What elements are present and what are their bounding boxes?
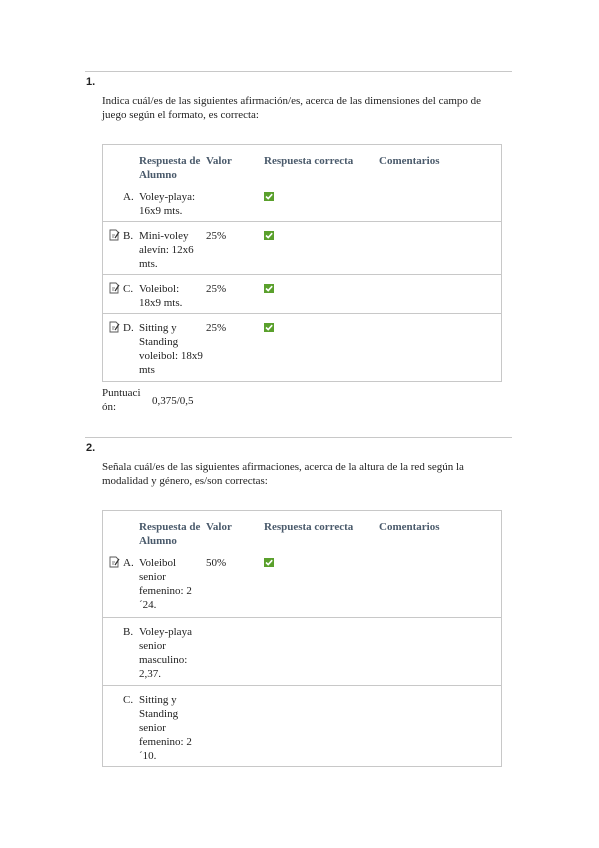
table-row bbox=[103, 221, 501, 274]
question-number: 2. bbox=[86, 442, 96, 454]
question-divider bbox=[85, 71, 512, 72]
table-row bbox=[103, 617, 501, 685]
option-answer: Voleibol: 18x9 mts. bbox=[139, 283, 183, 309]
question-divider bbox=[85, 437, 512, 438]
checkmark-icon bbox=[264, 558, 274, 567]
question-text: Indica cuál/es de las siguientes afirmación/es, acerca de las dimensiones del campo de juego según el formato, es correcta: bbox=[102, 95, 482, 121]
question-1 bbox=[85, 71, 512, 122]
header-comentarios: Comentarios bbox=[379, 155, 440, 167]
table-row bbox=[103, 187, 501, 221]
option-letter: C. bbox=[123, 694, 134, 706]
question-number: 1. bbox=[86, 76, 96, 88]
option-answer: Sitting y Standing voleibol: 18x9 mts bbox=[139, 322, 203, 376]
question-2 bbox=[85, 437, 512, 488]
option-value: 25% bbox=[206, 322, 227, 334]
table-header bbox=[103, 145, 501, 187]
checkmark-icon bbox=[264, 284, 274, 293]
table-header bbox=[103, 511, 501, 553]
option-answer: Voleibol senior femenino: 2 ´24. bbox=[139, 557, 192, 611]
answer-table-q1 bbox=[102, 144, 502, 382]
answer-table-q2 bbox=[102, 510, 502, 767]
header-respuesta: Respuesta de Alumno bbox=[139, 521, 201, 547]
table-row bbox=[103, 553, 501, 617]
option-letter: B. bbox=[123, 230, 134, 242]
option-answer: Voley-playa senior masculino: 2,37. bbox=[139, 626, 192, 680]
question-text: Señala cuál/es de las siguientes afirmaciones, acerca de la altura de la red según la modalidad y género, es/son correctas: bbox=[102, 461, 464, 487]
document-edit-icon bbox=[109, 321, 120, 333]
option-value: 50% bbox=[206, 557, 227, 569]
header-respuesta-correcta: Respuesta correcta bbox=[264, 521, 354, 533]
option-letter: A. bbox=[123, 557, 134, 569]
score-value: 0,375/0,5 bbox=[152, 395, 194, 407]
option-answer: Sitting y Standing senior femenino: 2 ´10. bbox=[139, 694, 192, 762]
header-respuesta-correcta: Respuesta correcta bbox=[264, 155, 354, 167]
document-edit-icon bbox=[109, 282, 120, 294]
option-letter: D. bbox=[123, 322, 134, 334]
checkmark-icon bbox=[264, 323, 274, 332]
header-valor: Valor bbox=[206, 155, 232, 167]
option-value: 25% bbox=[206, 283, 227, 295]
score-label: Puntuaci ón: bbox=[102, 387, 141, 413]
option-answer: Mini-voley alevín: 12x6 mts. bbox=[139, 230, 194, 270]
option-letter: C. bbox=[123, 283, 134, 295]
table-row bbox=[103, 685, 501, 768]
document-edit-icon bbox=[109, 556, 120, 568]
option-value: 25% bbox=[206, 230, 227, 242]
header-comentarios: Comentarios bbox=[379, 521, 440, 533]
checkmark-icon bbox=[264, 231, 274, 240]
option-letter: B. bbox=[123, 626, 134, 638]
checkmark-icon bbox=[264, 192, 274, 201]
table-row bbox=[103, 313, 501, 382]
header-respuesta: Respuesta de Alumno bbox=[139, 155, 201, 181]
table-row bbox=[103, 274, 501, 313]
option-letter: A. bbox=[123, 191, 134, 203]
document-edit-icon bbox=[109, 229, 120, 241]
option-answer: Voley-playa: 16x9 mts. bbox=[139, 191, 196, 217]
header-valor: Valor bbox=[206, 521, 232, 533]
